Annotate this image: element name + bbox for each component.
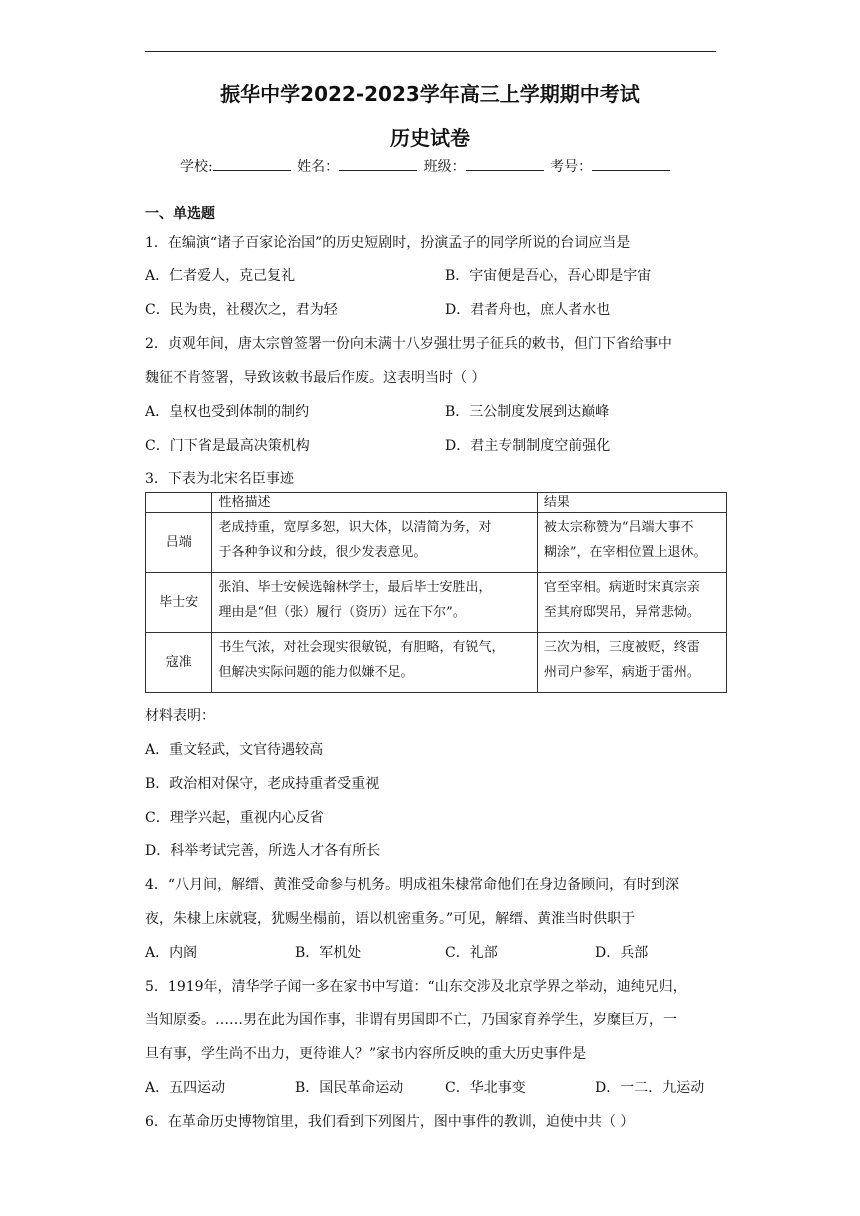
q2-option-a: A．皇权也受到体制的制约 — [145, 404, 310, 420]
desc-line: 张洎、毕士安候选翰林学士，最后毕士安胜出， — [218, 580, 492, 595]
header-rule — [145, 51, 716, 52]
desc-line: 老成持重，宽厚多恕，识大体，以清简为务，对 — [218, 520, 492, 535]
question-3-stem: 3．下表为北宋名臣事迹 — [145, 471, 294, 487]
table-cell-desc — [212, 513, 537, 573]
table-header-result: 结果 — [537, 493, 726, 513]
q5-option-a: A．五四运动 — [145, 1080, 226, 1096]
desc-line: 理由是“但（张）履行（资历）远在下尔”。 — [218, 605, 466, 620]
table-row — [146, 513, 727, 573]
table-row — [146, 573, 727, 633]
q3-option-b: B．政治相对保守，老成持重者受重视 — [145, 776, 380, 792]
question-3-lead: 材料表明： — [145, 708, 215, 724]
exam-title: 振华中学2022-2023学年高三上学期期中考试 — [220, 82, 640, 106]
q2-option-d: D．君主专制制度空前强化 — [445, 438, 611, 454]
school-label: 学校: — [180, 159, 213, 175]
song-ministers-table — [145, 492, 727, 693]
result-line: 州司户参军，病逝于雷州。 — [543, 665, 700, 680]
student-info-line — [180, 156, 672, 176]
q4-option-a: A．内阁 — [145, 945, 198, 961]
result-line: 三次为相，三度被贬，终雷 — [543, 640, 700, 655]
question-6-stem: 6．在革命历史博物馆里，我们看到下列图片，图中事件的教训，迫使中共（ ） — [145, 1114, 635, 1130]
table-cell-result — [537, 513, 726, 573]
q2-option-c: C．门下省是最高决策机构 — [145, 438, 310, 454]
question-2-stem-line-1: 2．贞观年间，唐太宗曾签署一份向未满十八岁强壮男子征兵的敕书，但门下省给事中 — [145, 336, 672, 352]
table-cell-desc — [212, 573, 537, 633]
class-label: 班级： — [423, 159, 466, 175]
section-title: 一、单选题 — [145, 206, 215, 222]
q5-option-b: B．国民革命运动 — [295, 1080, 404, 1096]
q4-option-d: D．兵部 — [595, 945, 649, 961]
name-blank — [339, 157, 417, 171]
question-1-stem: 1．在编演“诸子百家论治国”的历史短剧时，扮演孟子的同学所说的台词应当是 — [145, 235, 631, 251]
q3-option-a: A．重文轻武，文官待遇较高 — [145, 742, 324, 758]
question-5-stem-line-2: 当知原委。……男在此为国作事，非谓有男国即不亡，乃国家育养学生，岁糜巨万，一 — [145, 1012, 677, 1028]
question-4-stem-line-2: 夜，朱棣上床就寝，犹赐坐榻前，语以机密重务。”可见，解缙、黄淮当时供职于 — [145, 911, 636, 927]
table-header-empty — [146, 493, 212, 513]
desc-line: 于各种争议和分歧，很少发表意见。 — [218, 545, 427, 560]
result-line: 至其府邸哭吊，异常悲恸。 — [543, 605, 700, 620]
table-cell-desc — [212, 633, 537, 693]
q4-option-b: B．军机处 — [295, 945, 362, 961]
question-5-stem-line-1: 5．1919年，清华学子闻一多在家书中写道：“山东交涉及北京学界之举动，迪纯兄归， — [145, 979, 687, 995]
q4-option-c: C．礼部 — [445, 945, 498, 961]
q2-option-b: B．三公制度发展到达巅峰 — [445, 404, 610, 420]
question-4-stem-line-1: 4．“八月间，解缙、黄淮受命参与机务。明成祖朱棣常命他们在身边备顾问，有时到深 — [145, 877, 680, 893]
table-cell-result — [537, 573, 726, 633]
q3-option-c: C．理学兴起，重视内心反省 — [145, 810, 324, 826]
q1-option-b: B．宇宙便是吾心，吾心即是宇宙 — [445, 268, 652, 284]
question-5-stem-line-3: 旦有事，学生尚不出力，更待谁人？”家书内容所反映的重大历史事件是 — [145, 1046, 587, 1062]
table-cell-result — [537, 633, 726, 693]
table-header-desc: 性格描述 — [212, 493, 537, 513]
name-label: 姓名： — [297, 159, 340, 175]
q1-option-a: A．仁者爱人，克己复礼 — [145, 268, 296, 284]
result-line: 被太宗称赞为“吕端大事不 — [543, 520, 694, 535]
exam-no-blank — [592, 157, 670, 171]
desc-line: 但解决实际问题的能力似嫌不足。 — [218, 665, 414, 680]
table-header-row — [146, 493, 727, 513]
result-line: 糊涂”，在宰相位置上退休。 — [543, 545, 707, 560]
q5-option-d: D．一二．九运动 — [595, 1080, 705, 1096]
result-line: 官至宰相。病逝时宋真宗亲 — [543, 580, 700, 595]
table-row — [146, 633, 727, 693]
q3-option-d: D．科举考试完善，所选人才各有所长 — [145, 843, 381, 859]
q1-option-c: C．民为贵，社稷次之，君为轻 — [145, 302, 338, 318]
table-cell-name: 毕士安 — [146, 573, 212, 633]
school-blank — [213, 157, 291, 171]
class-blank — [466, 157, 544, 171]
q1-option-d: D．君者舟也，庶人者水也 — [445, 302, 611, 318]
exam-no-label: 考号： — [550, 159, 593, 175]
question-2-stem-line-2: 魏征不肯签署，导致该敕书最后作废。这表明当时（ ） — [145, 370, 486, 386]
table-cell-name: 寇准 — [146, 633, 212, 693]
table-cell-name: 吕端 — [146, 513, 212, 573]
q5-option-c: C．华北事变 — [445, 1080, 526, 1096]
exam-subtitle: 历史试卷 — [390, 126, 470, 150]
desc-line: 书生气浓，对社会现实很敏锐，有胆略，有锐气， — [218, 640, 505, 655]
